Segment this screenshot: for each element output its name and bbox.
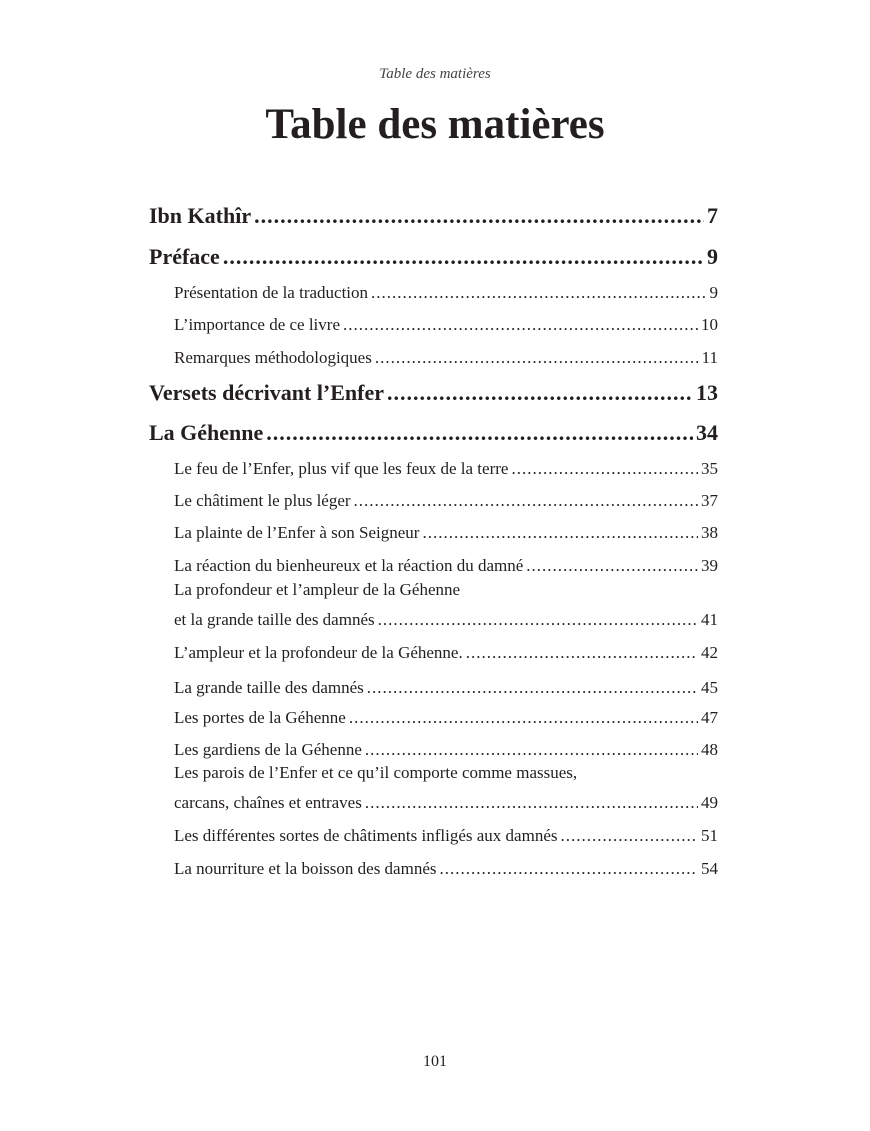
toc-entry-title: L’importance de ce livre (174, 315, 340, 334)
dot-leader (365, 740, 698, 760)
toc-entry-page: 42 (701, 643, 718, 662)
running-header: Table des matières (379, 66, 491, 82)
toc-section-entry[interactable] (174, 859, 718, 879)
page-number: 101 (423, 1053, 447, 1070)
toc-entry-title: Les portes de la Géhenne (174, 708, 346, 727)
dot-leader (511, 459, 698, 479)
toc-chapter-entry[interactable] (149, 380, 718, 406)
toc-section-entry[interactable] (174, 610, 718, 630)
dot-leader (526, 556, 698, 576)
dot-leader (378, 610, 698, 630)
toc-entry-page: 41 (701, 610, 718, 629)
toc-section-entry[interactable] (174, 459, 718, 479)
dot-leader (223, 244, 704, 270)
toc-entry-page: 47 (701, 708, 718, 727)
toc-section-entry[interactable] (174, 523, 718, 543)
dot-leader (561, 826, 699, 846)
toc-section-entry[interactable] (174, 793, 718, 813)
toc-entry-title: La réaction du bienheureux et la réaction du damné (174, 556, 524, 575)
toc-entry-page: 9 (707, 244, 718, 269)
toc-section-entry[interactable] (174, 556, 718, 576)
dot-leader (365, 793, 698, 813)
toc-chapter-entry[interactable] (149, 244, 718, 270)
toc-section-entry[interactable] (174, 491, 718, 511)
toc-entry-page: 10 (701, 315, 718, 334)
dot-leader (375, 348, 699, 368)
toc-entry-title: Les différentes sortes de châtiments infligés aux damnés (174, 826, 558, 845)
toc-entry-page: 51 (701, 826, 718, 845)
dot-leader (422, 523, 698, 543)
toc-entry-page: 38 (701, 523, 718, 542)
toc-entry-page: 49 (701, 793, 718, 812)
dot-leader (387, 380, 693, 406)
dot-leader (266, 420, 693, 446)
toc-entry-title: La Géhenne (149, 420, 264, 445)
toc-entry-page: 34 (696, 420, 718, 445)
dot-leader (343, 315, 698, 335)
toc-section-entry[interactable] (174, 348, 718, 368)
toc-entry-title: La plainte de l’Enfer à son Seigneur (174, 523, 420, 542)
toc-section-entry[interactable] (174, 740, 718, 760)
dot-leader (466, 643, 698, 663)
toc-entry-first-line: Les parois de l’Enfer et ce qu’il comporte comme massues, (174, 763, 578, 782)
toc-section-entry[interactable] (174, 643, 718, 663)
toc-entry-title: La grande taille des damnés (174, 678, 364, 697)
toc-entry-title: carcans, chaînes et entraves (174, 793, 362, 812)
toc-entry-page: 35 (701, 459, 718, 478)
toc-entry-title: Versets décrivant l’Enfer (149, 380, 385, 405)
toc-section-entry[interactable] (174, 826, 718, 846)
toc-section-entry[interactable] (174, 708, 718, 728)
toc-entry-title: L’ampleur et la profondeur de la Géhenne. (174, 643, 463, 662)
dot-leader (254, 203, 704, 229)
toc-entry-page: 48 (701, 740, 718, 759)
toc-entry-page: 45 (701, 678, 718, 697)
dot-leader (440, 859, 699, 879)
toc-chapter-entry[interactable] (149, 203, 718, 229)
toc-section-entry[interactable] (174, 678, 718, 698)
toc-entry-page: 11 (701, 348, 718, 367)
toc-entry-title: Le châtiment le plus léger (174, 491, 351, 510)
toc-entry-title: Ibn Kathîr (149, 203, 252, 228)
toc-entry-page: 37 (701, 491, 718, 510)
dot-leader (371, 283, 706, 303)
page-title: Table des matières (265, 101, 605, 148)
toc-entry-title: Remarques méthodologiques (174, 348, 372, 367)
toc-entry-title: Le feu de l’Enfer, plus vif que les feux de la terre (174, 459, 509, 478)
toc-section-entry[interactable] (174, 315, 718, 335)
dot-leader (367, 678, 698, 698)
toc-entry-title: Préface (149, 244, 220, 269)
toc-entry-first-line: La profondeur et l’ampleur de la Géhenne (174, 580, 461, 599)
dot-leader (354, 491, 698, 511)
toc-entry-page: 7 (707, 203, 718, 228)
toc-section-entry[interactable] (174, 283, 718, 303)
toc-chapter-entry[interactable] (149, 420, 718, 446)
toc-entry-page: 13 (696, 380, 718, 405)
toc-entry-title: Présentation de la traduction (174, 283, 369, 302)
toc-entry-title: Les gardiens de la Géhenne (174, 740, 362, 759)
toc-entry-title: et la grande taille des damnés (174, 610, 375, 629)
dot-leader (349, 708, 698, 728)
toc-entry-page: 9 (709, 283, 718, 302)
toc-entry-page: 54 (701, 859, 718, 878)
toc-entry-page: 39 (701, 556, 718, 575)
toc-entry-title: La nourriture et la boisson des damnés (174, 859, 437, 878)
